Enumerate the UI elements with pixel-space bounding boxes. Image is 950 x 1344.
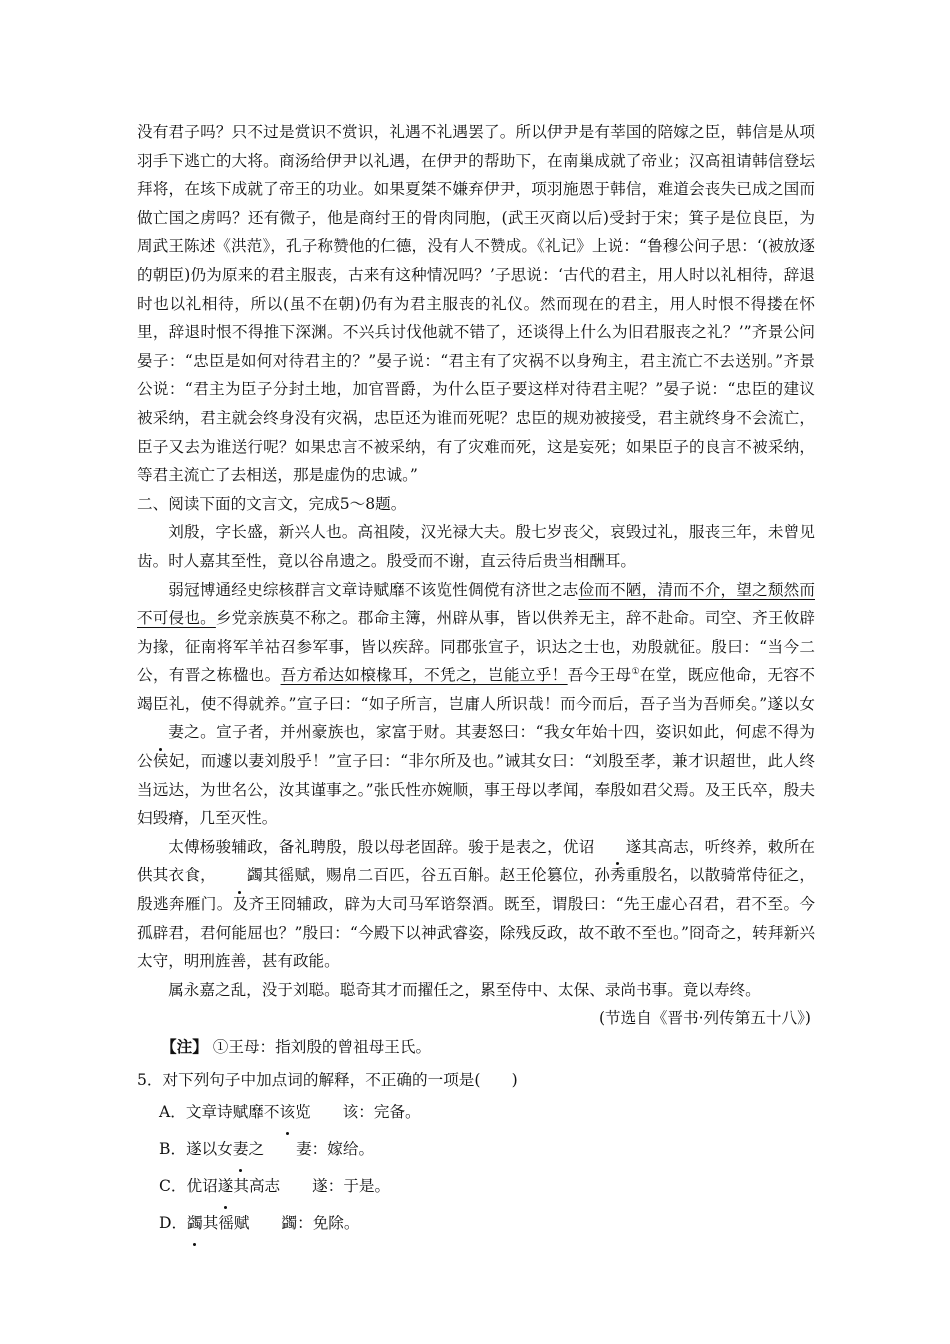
option-gloss: 遂：于是。 <box>312 1177 391 1196</box>
passage-text: 在堂，既应他命，无容不竭臣礼，使不得就养。”宣子曰：“如子所言，岂庸人所识哉！而今而后，吾子当为吾师矣。”遂以女 <box>137 666 815 713</box>
passage-text: 乡党亲族莫不称之。郡命主簿，州辟从事，皆以供养无主，辞不赴命。司空、齐王攸辟为掾，征南将军羊祜召参军事，皆以疾辞。同郡张宣子，识达之士也，劝殷就征。殷曰：“当今二公，有晋之栋楹也。 <box>137 609 815 685</box>
option-d[interactable] <box>137 1205 815 1242</box>
passage-paragraph-3 <box>137 833 815 976</box>
option-text: 文章诗赋靡不 <box>185 1103 280 1122</box>
dotted-word: 妻 <box>137 718 184 747</box>
dotted-word: 遂 <box>218 1168 234 1205</box>
underlined-sentence-2: 吾方希达如榱椽耳，不凭之，岂能立乎！ <box>280 666 568 685</box>
dotted-word: 该 <box>279 1094 295 1131</box>
footnote-text: ①王母：指刘殷的曾祖母王氏。 <box>212 1038 432 1056</box>
passage-text: 其高志，听终养，敕所在供其衣食， <box>137 837 815 885</box>
option-letter: B． <box>159 1140 187 1159</box>
passage-text: 弱冠博通经史综核群言文章诗赋靡不该览性倜傥有济世之志 <box>168 580 579 599</box>
section-heading: 二、阅读下面的文言文，完成5～8题。 <box>137 494 407 513</box>
passage-paragraph-1: 刘殷，字长盛，新兴人也。高祖陵，汉光禄大夫。殷七岁丧父，哀毁过礼，服丧三年，未曾见齿。时人嘉其至性，竟以谷帛遗之。殷受而不谢，直云待后贵当相酬耳。 <box>137 523 815 570</box>
option-text: 优诏 <box>186 1177 218 1196</box>
option-gloss: 该：完备。 <box>342 1103 421 1122</box>
dotted-word: 蠲 <box>187 1205 203 1242</box>
underlined-sentence-1: 俭而不陋，清而不介，望之颓然而不可侵也。 <box>137 580 815 628</box>
option-letter: A． <box>159 1103 186 1122</box>
option-gloss: 妻：嫁给。 <box>296 1140 375 1159</box>
passage-text: 吾今王母 <box>567 666 632 685</box>
option-text: 之 <box>248 1140 265 1159</box>
translation-paragraph: 没有君子吗？只不过是赏识不赏识，礼遇不礼遇罢了。所以伊尹是有莘国的陪嫁之臣，韩信是从项羽手下逃亡的大将。商汤给伊尹以礼遇，在伊尹的帮助下，在南巢成就了帝业；汉高祖请韩信登坛拜将，在垓下成就了帝王的功业。如果夏桀不嫌弃伊尹，项羽施恩于韩信，难道会丧失已成之国而做亡国之虏吗？还有微子，他是商纣王的骨肉同胞，(武王灭商以后)受封于宋；箕子是位良臣，为周武王陈述《洪范》，孔子称赞他的仁德，没有人不赞成。《礼记》上说：“鲁穆公问子思：‘(被放逐的朝臣)仍为原来的君主服丧，古来有这种情况吗？’子思说：‘古代的君主，用人时以礼相待，辞退时也以礼相待，所以(虽不在朝)仍有为君主服丧的礼仪。然而现在的君主，用人时恨不得搂在怀里，辞退时恨不得推下深渊。不兴兵讨伐他就不错了，还谈得上什么为旧君服丧之礼？’”齐景公问晏子：“忠臣是如何对待君主的？”晏子说：“君主有了灾祸不以身殉主，君主流亡不去送别。”齐景公说：“君主为臣子分封土地，加官晋爵，为什么臣子要这样对待君主呢？”晏子说：“忠臣的建议被采纳，君主就会终身没有灾祸，忠臣还为谁而死呢？忠臣的规劝被接受，君主就终身不会流亡，臣子又去为谁送行呢？如果忠言不被采纳，有了灾难而死，这是妄死；如果臣子的良言不被采纳，等君主流亡了去相送，那是虚伪的忠诚。” <box>137 123 815 485</box>
option-b[interactable] <box>137 1131 815 1168</box>
passage-paragraph-4: 属永嘉之乱，没于刘聪。聪奇其才而擢任之，累至侍中、太保、录尚书事。竟以寿终。 <box>168 980 761 999</box>
option-c[interactable] <box>137 1168 815 1205</box>
source-citation: (节选自《晋书·列传第五十八》) <box>598 1009 811 1028</box>
footnote-marker: ① <box>631 667 640 678</box>
option-text: 其高志 <box>233 1177 281 1196</box>
option-gloss: 蠲：免除。 <box>281 1214 360 1233</box>
passage-paragraph-2 <box>137 576 815 833</box>
dotted-word: 蠲 <box>216 861 263 890</box>
option-letter: D． <box>159 1214 188 1233</box>
passage-text: 之。宣子者，并州豪族也，家富于财。其妻怒曰：“我女年始十四，姿识如此，何虑不得为公侯妃，而遽以妻刘殷乎！”宣子曰：“非尔所及也。”诫其女曰：“刘殷至孝，兼才识超世，此人终当远达，为世名公，汝其谨事之。”张氏性亦婉顺，事王母以孝闻，奉殷如君父焉。及王氏卒，殷夫妇毁瘠，几至灭性。 <box>137 723 815 828</box>
dotted-word: 妻 <box>233 1131 249 1168</box>
option-text: 览 <box>295 1103 311 1122</box>
question-stem: 5．对下列句子中加点词的解释，不正确的一项是( ) <box>137 1070 518 1089</box>
option-letter: C． <box>159 1177 187 1196</box>
option-text: 其徭赋 <box>202 1214 250 1233</box>
footnote-label: 【注】 <box>161 1037 208 1056</box>
footnote <box>137 1033 815 1062</box>
option-text: 遂以女 <box>186 1140 233 1159</box>
option-a[interactable] <box>137 1094 815 1131</box>
passage-text: 其徭赋，赐帛二百匹，谷五百斛。赵王伦篡位，孙秀重殷名，以散骑常侍征之，殷逃奔雁门。及齐王冏辅政，辟为大司马军谘祭酒。既至，谓殷曰：“先王虚心召君，君不至。今孤辟君，君何能屈也？”殷曰：“今殿下以神武睿姿，除残反政，故不敢不至也。”冏奇之，转拜新兴太守，明刑旌善，甚有政能。 <box>137 866 815 971</box>
passage-text: 太傅杨骏辅政，备礼聘殷，殷以母老固辞。骏于是表之，优诏 <box>168 837 595 856</box>
dotted-word: 遂 <box>595 833 642 862</box>
